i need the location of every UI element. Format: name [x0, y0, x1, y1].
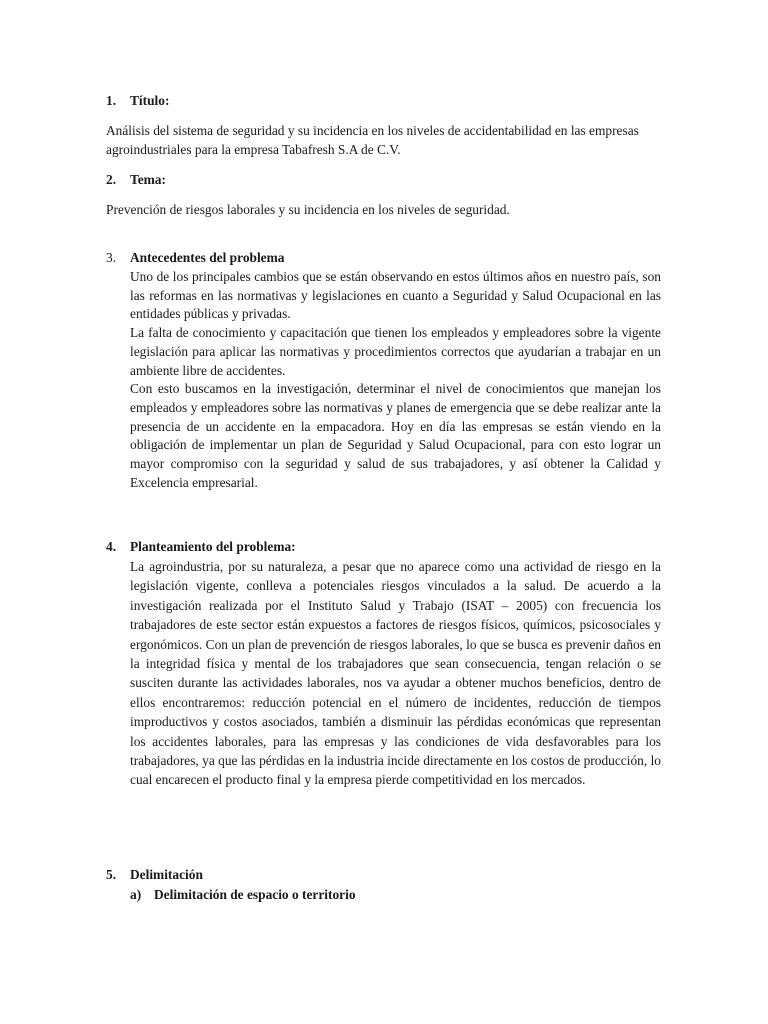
section-3-number: 3.: [106, 250, 117, 265]
section-2-title: Tema:: [130, 172, 166, 187]
section-1-heading: [106, 92, 169, 110]
section-5-number: 5.: [106, 867, 117, 882]
section-5-title: Delimitación: [130, 867, 203, 882]
section-3-title: Antecedentes del problema: [130, 250, 285, 265]
section-4-number: 4.: [106, 539, 117, 554]
section-4-paragraph: La agroindustria, por su naturaleza, a pesar que no aparece como una actividad de riesgo en la legislación vigente, conlleva a potenciales riesgos vinculados a la salud. De acuerdo a la investigación realizada por el Instituto Salud y Trabajo (ISAT – 2005) con frecuencia los trabajadores de este sector están expuestos a factores de riesgos físicos, químicos, psicosociales y ergonómicos. Con un plan de prevención de riesgos laborales, lo que se busca es prevenir daños en la integridad física y mental de los trabajadores que sean consecuencia, tengan relación o se susciten durante las actividades laborales, nos va ayudar a obtener muchos beneficios, dentro de ellos encontraremos: reducción potencial en el número de incidentes, reducción de tiempos improductivos y costos asociados, también a disminuir las pérdidas económicas que representan los accidentes laborales, para las empresas y las condiciones de vida desfavorables para los trabajadores, ya que las pérdidas en la industria incide directamente en los costos de producción, lo cual encarecen el producto final y la empresa pierde competitividad en los mercados.: [130, 559, 661, 788]
section-5a-number: a): [130, 887, 142, 902]
section-5a-heading: [130, 886, 356, 904]
section-4-heading: [106, 538, 296, 556]
section-1-number: 1.: [106, 93, 117, 108]
section-2-heading: [106, 171, 166, 189]
section-5a-title: Delimitación de espacio o territorio: [154, 887, 356, 902]
section-3-paragraph-1: Uno de los principales cambios que se están observando en estos últimos años en nuestro país, son las reformas en las normativas y legislaciones en cuanto a Seguridad y Salud Ocupacional en las entidades públicas y privadas.: [130, 269, 661, 322]
section-3-body: [130, 268, 661, 492]
section-3-paragraph-3: Con esto buscamos en la investigación, determinar el nivel de conocimientos que manejan los empleados y empleadores sobre las normativas y planes de emergencia que se debe realizar ante la presencia de un accidente en la empacadora. Hoy en día las empresas se están viendo en la obligación de implementar un plan de Seguridad y Salud Ocupacional, para con esto lograr un mayor compromiso con la seguridad y salud de sus trabajadores, y así obtener la Calidad y Excelencia empresarial.: [130, 381, 661, 490]
section-1-title: Título:: [130, 93, 170, 108]
section-5-heading: [106, 866, 203, 884]
section-4-title: Planteamiento del problema:: [130, 539, 296, 554]
section-4-body: [130, 557, 661, 790]
section-2-body: Prevención de riesgos laborales y su incidencia en los niveles de seguridad.: [106, 202, 510, 217]
section-3-heading: [106, 249, 284, 267]
section-2-number: 2.: [106, 172, 117, 187]
section-1-body: Análisis del sistema de seguridad y su incidencia en los niveles de accidentabilidad en las empresas agroindustriales para la empresa Tabafresh S.A de C.V.: [106, 123, 639, 157]
section-3-paragraph-2: La falta de conocimiento y capacitación que tienen los empleados y empleadores sobre la vigente legislación para aplicar las normativas y procedimientos correctos que ayudarían a trabajar en un ambiente libre de accidentes.: [130, 325, 661, 378]
